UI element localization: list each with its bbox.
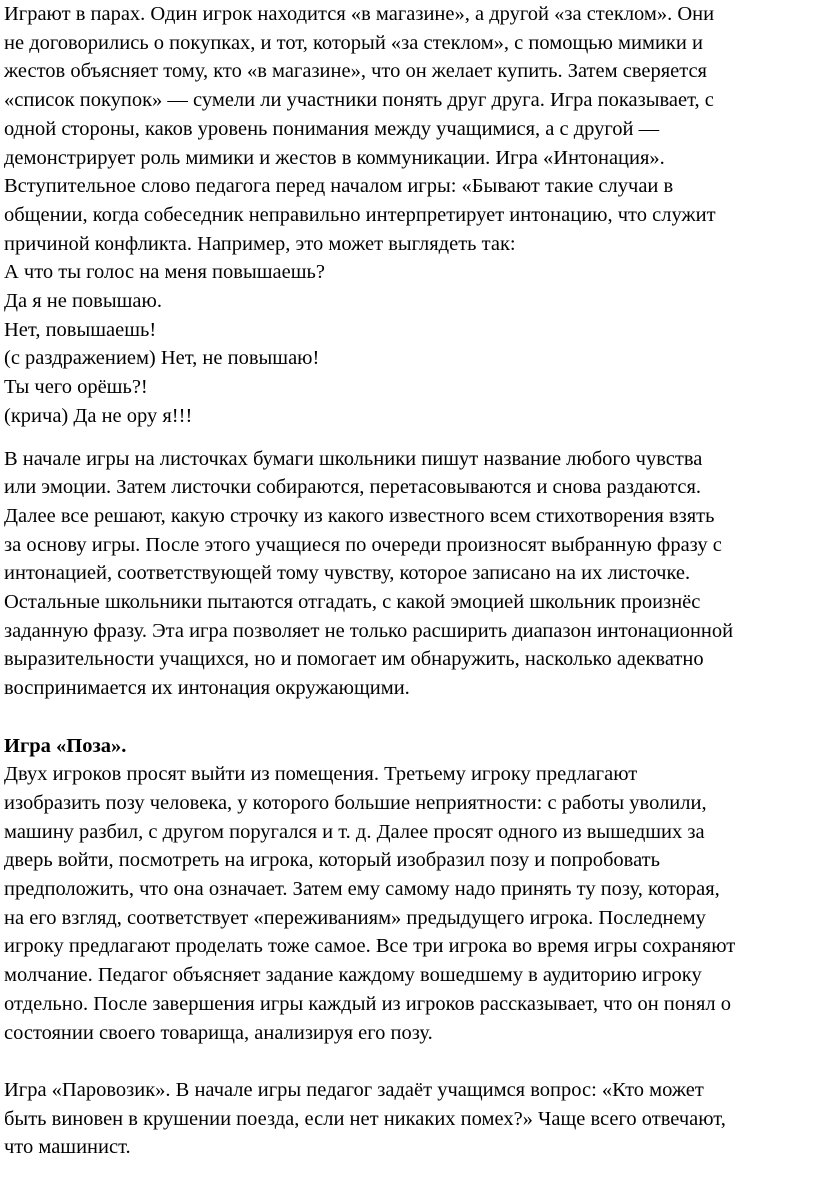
- text-line: одной стороны, каков уровень понимания между учащимися, а с другой —: [4, 117, 660, 140]
- text-line: В начале игры на листочках бумаги школьники пишут название любого чувства: [4, 447, 703, 470]
- text-line: игроку предлагают проделать тоже самое. Все три игрока во время игры сохраняют: [4, 935, 736, 958]
- text-line: заданную фразу. Эта игра позволяет не только расширить диапазон интонационной: [4, 619, 734, 642]
- dialogue-line: А что ты голос на меня повышаешь?: [4, 261, 325, 284]
- text-line: Играют в парах. Один игрок находится «в магазине», а другой «за стеклом». Они: [4, 3, 715, 25]
- text-line: «список покупок» — сумели ли участники понять друг друга. Игра показывает, с: [4, 89, 714, 112]
- text-line: интонацией, соответствующей тому чувству, которое записано на их листочке.: [4, 562, 691, 585]
- text-line: причиной конфликта. Например, это может выглядеть так:: [4, 232, 516, 255]
- text-line: Вступительное слово педагога перед началом игры: «Бывают такие случаи в: [4, 175, 674, 198]
- text-line: на его взгляд, соответствует «переживаниям» предыдущего игрока. Последнему: [4, 906, 706, 929]
- text-line: Далее все решают, какую строчку из какого известного всем стихотворения взять: [4, 504, 715, 527]
- section-heading: Игра «Поза».: [4, 734, 127, 757]
- text-line: предположить, что она означает. Затем ему самому надо принять ту позу, которая,: [4, 878, 720, 900]
- text-line: дверь войти, посмотреть на игрока, который изобразил позу и попробовать: [4, 849, 660, 872]
- text-line: демонстрирует роль мимики и жестов в коммуникации. Игра «Интонация».: [4, 146, 665, 169]
- text-line: Остальные школьники пытаются отгадать, с какой эмоцией школьник произнёс: [4, 591, 701, 613]
- text-line: выразительности учащихся, но и помогает им обнаружить, насколько адекватно: [4, 648, 704, 671]
- text-line: общении, когда собеседник неправильно интерпретирует интонацию, что служит: [4, 203, 716, 226]
- text-line: изобразить позу человека, у которого большие неприятности: с работы уволили,: [4, 791, 707, 814]
- text-line: не договорились о покупках, и тот, который «за стеклом», с помощью мимики и: [4, 31, 703, 54]
- text-line: быть виновен в крушении поезда, если нет никаких помех?» Чаще всего отвечают,: [4, 1107, 726, 1130]
- text-line: или эмоции. Затем листочки собираются, перетасовываются и снова раздаются.: [4, 476, 701, 499]
- text-line: Двух игроков просят выйти из помещения. Третьему игроку предлагают: [4, 763, 638, 786]
- dialogue-line: (крича) Да не ору я!!!: [4, 404, 193, 427]
- text-line: что машинист.: [4, 1136, 131, 1159]
- text-line: состоянии своего товарища, анализируя его позу.: [4, 1021, 433, 1044]
- text-line: за основу игры. После этого учащиеся по очереди произносят выбранную фразу с: [4, 533, 722, 556]
- dialogue-line: Нет, повышаешь!: [4, 318, 157, 341]
- dialogue-line: Ты чего орёшь?!: [4, 376, 148, 399]
- text-line: машину разбил, с другом поругался и т. д. Далее просят одного из вышедших за: [4, 820, 705, 843]
- text-line: воспринимается их интонация окружающими.: [4, 677, 410, 700]
- text-line: молчание. Педагог объясняет задание каждому вошедшему в аудиторию игроку: [4, 964, 702, 987]
- text-line: Игра «Паровозик». В начале игры педагог задаёт учащимся вопрос: «Кто может: [4, 1078, 704, 1101]
- dialogue-line: (с раздражением) Нет, не повышаю!: [4, 347, 320, 370]
- text-line: жестов объясняет тому, кто «в магазине», что он желает купить. Затем сверяется: [4, 60, 707, 83]
- dialogue-line: Да я не повышаю.: [4, 290, 162, 312]
- text-line: отдельно. После завершения игры каждый из игроков рассказывает, что он понял о: [4, 992, 732, 1015]
